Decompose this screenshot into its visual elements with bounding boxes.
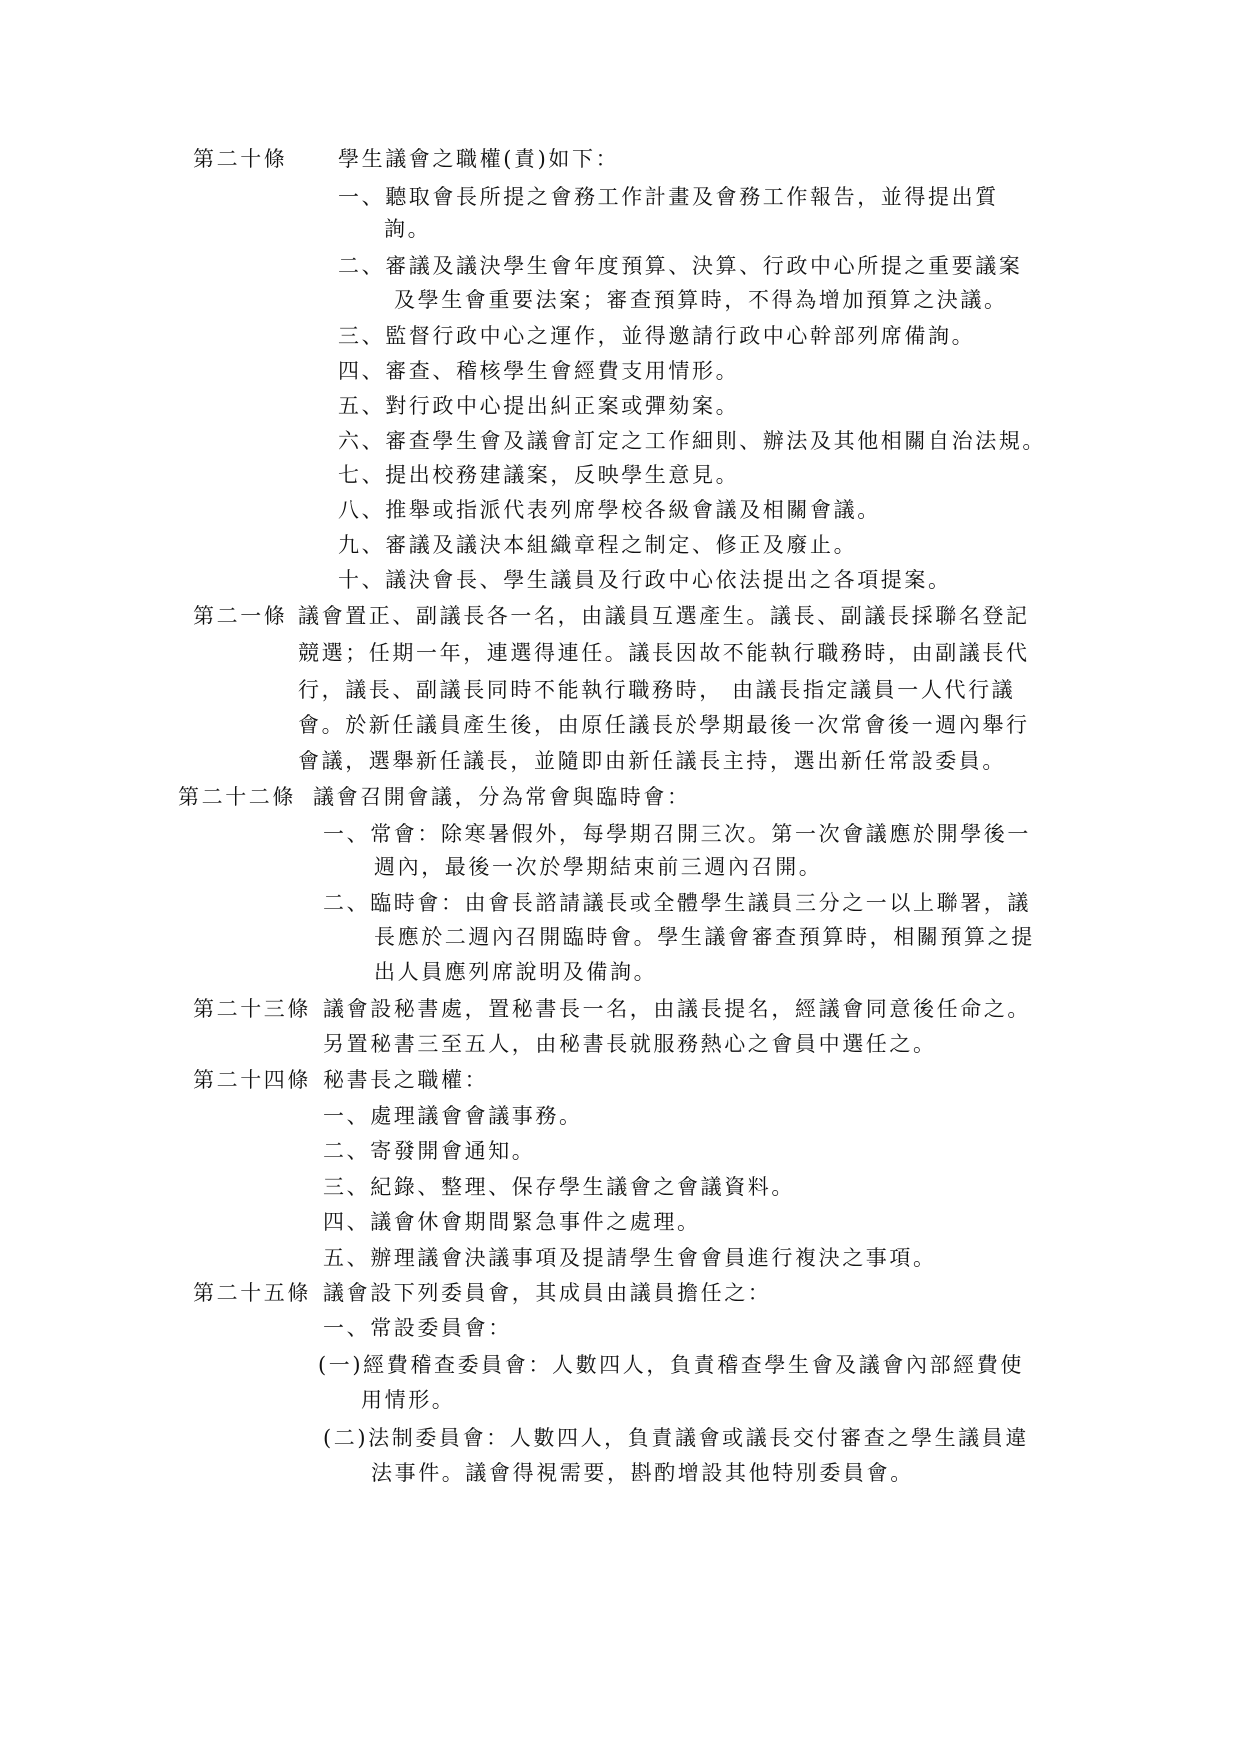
article-20-item: 一、聽取會長所提之會務工作計畫及會務工作報告，並得提出質 — [338, 185, 999, 209]
article-20-item: 五、對行政中心提出糾正案或彈劾案。 — [338, 394, 740, 418]
article-25-label: 第二十五條 — [193, 1281, 311, 1305]
article-22-item: 一、常會：除寒暑假外，每學期召開三次。第一次會議應於開學後一 — [323, 822, 1031, 846]
article-21-label: 第二一條 — [193, 604, 288, 628]
article-22-label: 第二十二條 — [178, 785, 296, 809]
article-25-heading: 議會設下列委員會，其成員由議員擔任之： — [323, 1281, 772, 1305]
article-24-item: 五、辦理議會決議事項及提請學生會會員進行複決之事項。 — [323, 1246, 937, 1270]
article-20-item: 七、提出校務建議案，反映學生意見。 — [338, 463, 740, 487]
article-23-line: 議會設秘書處，置秘書長一名，由議長提名，經議會同意後任命之。 — [323, 997, 1031, 1021]
article-20-item: 九、審議及議決本組織章程之制定、修正及廢止。 — [338, 533, 858, 557]
article-20-item: 三、監督行政中心之運作，並得邀請行政中心幹部列席備詢。 — [338, 324, 976, 348]
article-25-item: (一)經費稽查委員會：人數四人，負責稽查學生會及議會內部經費使 — [318, 1353, 1024, 1377]
article-20-item: 四、審查、稽核學生會經費支用情形。 — [338, 359, 740, 383]
article-24-item: 四、議會休會期間緊急事件之處理。 — [323, 1210, 701, 1234]
article-21-line: 競選；任期一年，連選得連任。議長因故不能執行職務時，由副議長代 — [298, 641, 1030, 665]
article-25-item: 一、常設委員會： — [323, 1316, 512, 1340]
article-20-item: 十、議決會長、學生議員及行政中心依法提出之各項提案。 — [338, 568, 952, 592]
article-21-line: 議會置正、副議長各一名，由議員互選產生。議長、副議長採聯名登記 — [298, 604, 1030, 628]
article-21-line: 會議，選舉新任議長，並隨即由新任議長主持，選出新任常設委員。 — [298, 749, 1006, 773]
article-20-heading: 學生議會之職權(責)如下： — [338, 147, 620, 171]
article-22-item: 週內，最後一次於學期結束前三週內召開。 — [374, 855, 823, 879]
article-24-heading: 秘書長之職權： — [323, 1068, 489, 1092]
article-21-line: 會。於新任議員產生後，由原任議長於學期最後一次常會後一週內舉行 — [298, 713, 1030, 737]
article-25-item: 用情形。 — [361, 1388, 456, 1412]
article-24-item: 二、寄發開會通知。 — [323, 1139, 536, 1163]
article-25-item: (二)法制委員會：人數四人，負責議會或議長交付審查之學生議員違 — [323, 1426, 1029, 1450]
article-20-item: 八、推舉或指派代表列席學校各級會議及相關會議。 — [338, 498, 881, 522]
article-20-item: 詢。 — [384, 217, 432, 241]
article-21-line: 行，議長、副議長同時不能執行職務時， 由議長指定議員一人代行議 — [298, 678, 1016, 702]
article-20-item: 二、審議及議決學生會年度預算、決算、行政中心所提之重要議案 — [338, 254, 1023, 278]
article-25-item: 法事件。議會得視需要，斟酌增設其他特別委員會。 — [371, 1461, 914, 1485]
article-24-item: 一、處理議會會議事務。 — [323, 1104, 583, 1128]
article-22-item: 出人員應列席說明及備詢。 — [374, 960, 658, 984]
article-24-item: 三、紀錄、整理、保存學生議會之會議資料。 — [323, 1175, 795, 1199]
article-22-item: 長應於二週內召開臨時會。學生議會審查預算時，相關預算之提 — [374, 925, 1035, 949]
article-20-item: 六、審查學生會及議會訂定之工作細則、辦法及其他相關自治法規。 — [338, 429, 1046, 453]
article-20-label: 第二十條 — [193, 147, 288, 171]
article-20-item: 及學生會重要法案；審查預算時，不得為增加預算之決議。 — [394, 288, 1008, 312]
article-22-item: 二、臨時會：由會長諮請議長或全體學生議員三分之一以上聯署，議 — [323, 891, 1031, 915]
article-23-label: 第二十三條 — [193, 997, 311, 1021]
article-23-line: 另置秘書三至五人，由秘書長就服務熱心之會員中選任之。 — [323, 1032, 937, 1056]
article-24-label: 第二十四條 — [193, 1068, 311, 1092]
article-22-heading: 議會召開會議，分為常會與臨時會： — [313, 785, 691, 809]
